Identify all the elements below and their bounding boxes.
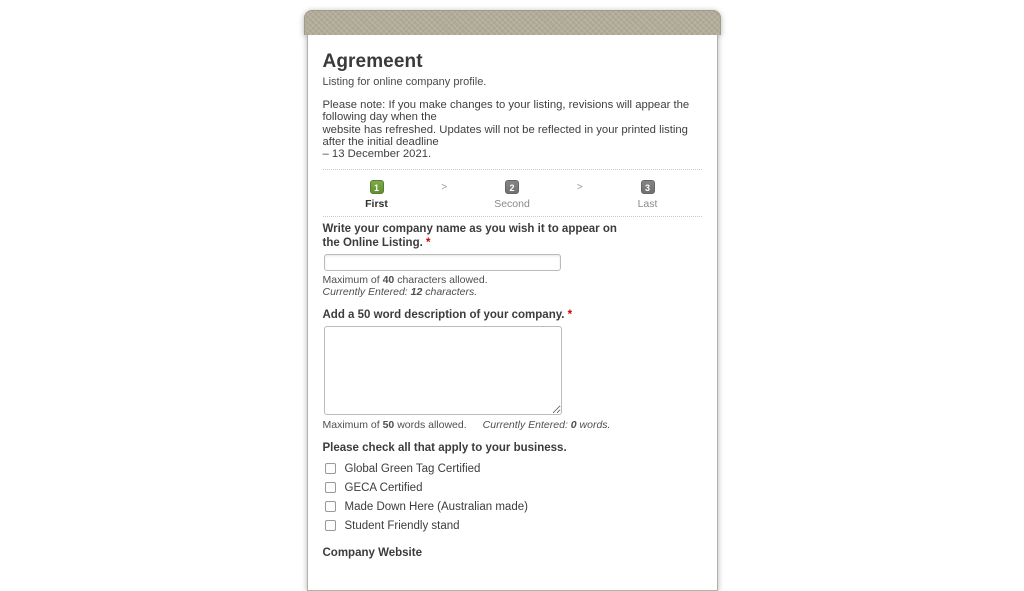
- section-divider: [323, 216, 702, 217]
- form-card: [304, 10, 721, 591]
- checkbox-group-label: Please check all that apply to your business.: [322, 442, 567, 455]
- step-2-label: Second: [494, 198, 530, 211]
- word-limit-help: Maximum of 50 words allowed.: [322, 418, 467, 431]
- description-textarea[interactable]: [324, 326, 562, 415]
- company-name-input[interactable]: [324, 254, 561, 271]
- checkbox-global-green-tag[interactable]: [325, 463, 336, 474]
- char-limit-help: Maximum of 40 characters allowed.: [322, 274, 488, 287]
- page-subtitle: Listing for online company profile.: [322, 76, 487, 88]
- note-line: – 13 December 2021.: [322, 148, 432, 161]
- required-asterisk: *: [426, 236, 431, 249]
- checkbox-geca[interactable]: [325, 482, 336, 493]
- step-1-label: First: [365, 198, 388, 211]
- step-3-badge: 3: [641, 180, 655, 194]
- progress-indicator: [323, 170, 702, 216]
- company-name-label-line: Write your company name as you wish it to appear on: [322, 223, 617, 236]
- step-1-badge: 1: [370, 180, 384, 194]
- form-body: [307, 35, 718, 591]
- step-3-label: Last: [637, 198, 658, 211]
- char-counter: Currently Entered: 12 characters.: [322, 285, 478, 298]
- page-title: Agremeent: [322, 51, 423, 72]
- required-asterisk: *: [567, 309, 573, 322]
- company-website-label: Company Website: [322, 546, 422, 559]
- checkbox-option-label: Made Down Here (Australian made): [344, 500, 528, 513]
- checkbox-option-geca[interactable]: [323, 482, 702, 494]
- description-label: Add a 50 word description of your company. *: [322, 309, 573, 322]
- step-second[interactable]: [474, 178, 550, 210]
- word-help-row: [323, 420, 702, 432]
- step-2-badge: 2: [505, 180, 519, 194]
- checkbox-option-global-green-tag[interactable]: [323, 463, 702, 475]
- company-name-label: [323, 223, 702, 250]
- note-paragraph: [323, 99, 702, 160]
- step-last[interactable]: [610, 178, 686, 210]
- checkbox-student-friendly[interactable]: [325, 520, 336, 531]
- checkbox-option-label: Global Green Tag Certified: [344, 462, 481, 475]
- checkbox-option-label: Student Friendly stand: [344, 519, 460, 532]
- checkbox-option-label: GECA Certified: [344, 481, 423, 494]
- step-separator-icon: >: [576, 182, 583, 194]
- step-first[interactable]: [339, 178, 415, 210]
- note-line: Please note: If you make changes to your listing, revisions will appear the following day when the: [322, 99, 690, 124]
- checkbox-made-down-here[interactable]: [325, 501, 336, 512]
- word-counter: Currently Entered: 0 words.: [482, 418, 611, 431]
- checkbox-option-made-down-here[interactable]: [323, 501, 702, 513]
- form-header-banner: [304, 10, 721, 35]
- page: [0, 10, 1024, 559]
- note-line: website has refreshed. Updates will not be reflected in your printed listing after the initial deadline: [322, 123, 688, 148]
- checkbox-option-student-friendly[interactable]: [323, 520, 702, 532]
- company-name-label-line: the Online Listing. *: [322, 236, 431, 249]
- step-separator-icon: >: [441, 182, 448, 194]
